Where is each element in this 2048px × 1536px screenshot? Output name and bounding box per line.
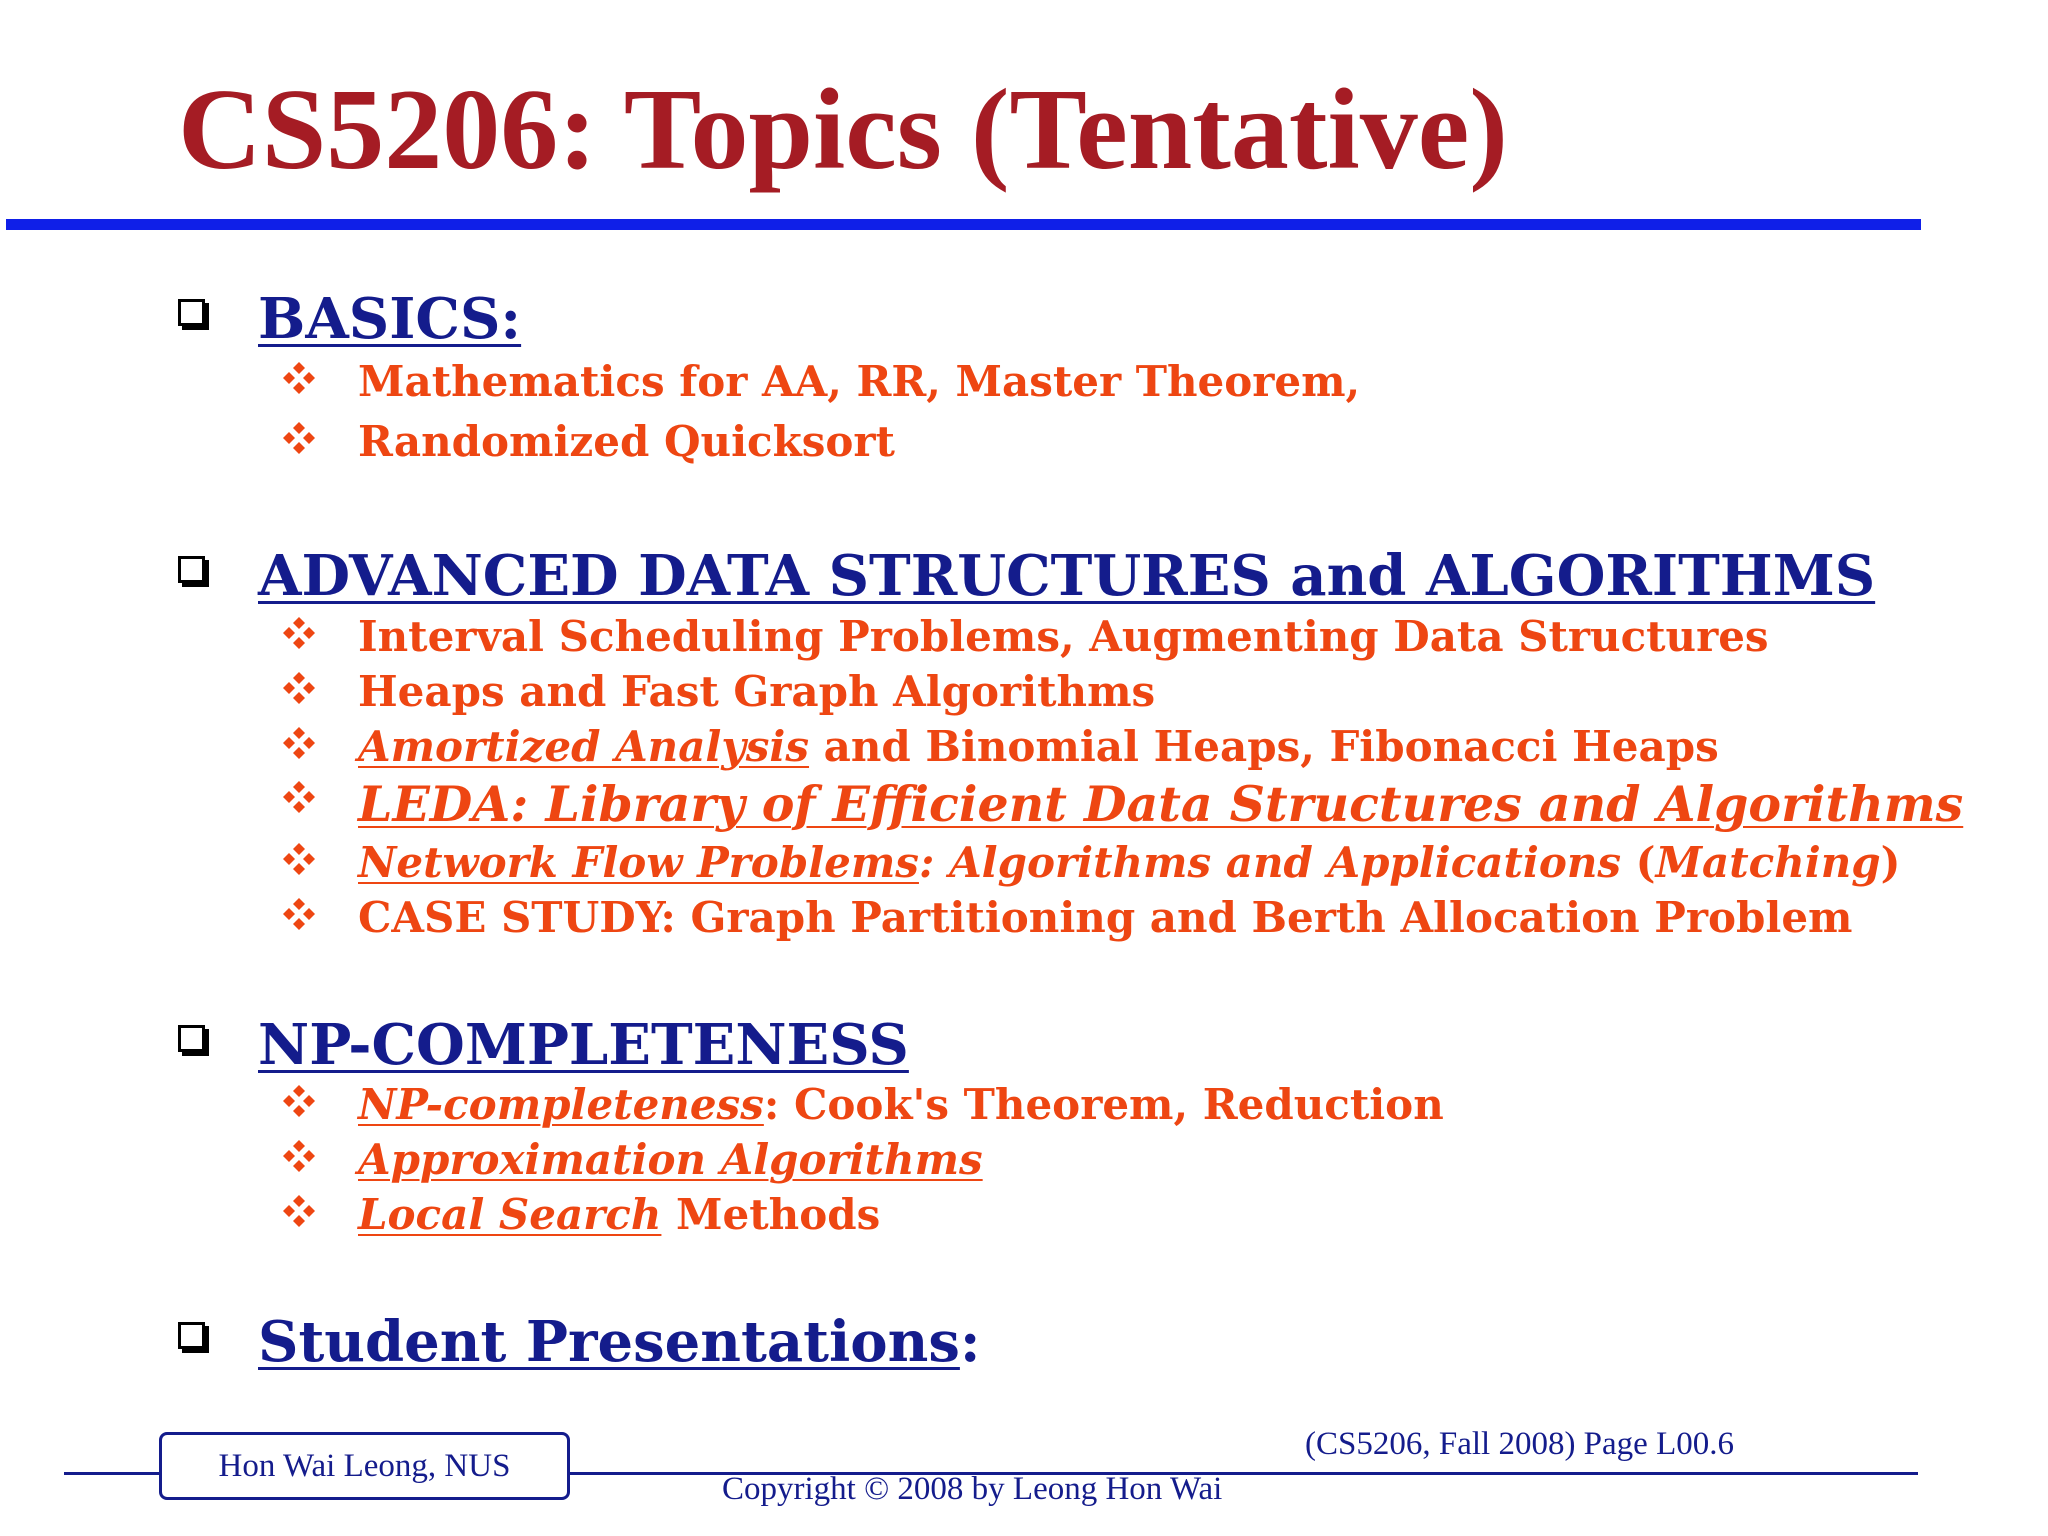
section-np-completeness (178, 1012, 909, 1078)
leda-link[interactable]: LEDA: Library of Efficient Data Structures and Algorithms (358, 775, 1964, 833)
list-item-open-paren: ( (1621, 838, 1656, 887)
footer-rule-left (64, 1472, 161, 1475)
four-diamond-icon (282, 616, 316, 650)
four-diamond-icon (282, 421, 316, 455)
student-presentations-link[interactable]: Student Presentations (258, 1309, 960, 1375)
list-item-text: Interval Scheduling Problems, Augmenting Data Structures (358, 612, 1769, 661)
checkbox-square-icon (178, 299, 205, 326)
network-flow-link[interactable]: Network Flow Problems (358, 838, 919, 887)
four-diamond-icon (282, 726, 316, 760)
list-item-colon: : (918, 838, 935, 887)
checkbox-square-icon (178, 1322, 205, 1349)
list-item-text (358, 722, 1719, 772)
list-item-close-paren: ) (1880, 838, 1901, 887)
checkbox-square-icon (178, 556, 205, 583)
footer-copyright: Copyright © 2008 by Leong Hon Wai (722, 1471, 1223, 1507)
list-item-rest: Algorithms and Applications (934, 838, 1622, 887)
local-search-link[interactable]: Local Search (358, 1190, 662, 1239)
section-heading[interactable]: NP-COMPLETENESS (258, 1012, 909, 1078)
approximation-algorithms-link[interactable]: Approximation Algorithms (358, 1135, 983, 1184)
list-item-rest: Methods (661, 1190, 881, 1239)
footer-author-box: Hon Wai Leong, NUS (159, 1432, 570, 1500)
list-item-text: Heaps and Fast Graph Algorithms (358, 667, 1156, 716)
list-item-inner: Matching (1655, 838, 1881, 887)
four-diamond-icon (282, 1194, 316, 1228)
four-diamond-icon (282, 1139, 316, 1173)
list-item-text: Mathematics for AA, RR, Master Theorem, (358, 357, 1361, 406)
four-diamond-icon (282, 780, 316, 814)
list-item-text: Randomized Quicksort (358, 417, 895, 466)
footer-course-page: (CS5206, Fall 2008) Page L00.6 (1305, 1426, 1734, 1462)
section-basics (178, 286, 522, 352)
title-underline-rule (6, 219, 1921, 230)
heading-suffix: : (959, 1309, 981, 1375)
list-item-text (358, 1135, 983, 1185)
checkbox-square-icon (178, 1025, 205, 1052)
slide-title: CS5206: Topics (Tentative) (178, 66, 1508, 194)
four-diamond-icon (282, 361, 316, 395)
amortized-analysis-link[interactable]: Amortized Analysis (358, 722, 810, 771)
list-item-text (358, 838, 1901, 888)
section-student-presentations (178, 1309, 981, 1375)
four-diamond-icon (282, 1084, 316, 1118)
four-diamond-icon (282, 842, 316, 876)
list-item-rest: : Cook's Theorem, Reduction (763, 1080, 1444, 1129)
list-item-text (358, 776, 1963, 832)
section-advanced-data-structures (178, 543, 1876, 609)
np-completeness-link[interactable]: NP-completeness (358, 1080, 764, 1129)
section-heading[interactable]: BASICS: (258, 286, 522, 352)
four-diamond-icon (282, 671, 316, 705)
list-item-text (358, 1190, 880, 1240)
section-heading[interactable]: ADVANCED DATA STRUCTURES and ALGORITHMS (258, 543, 1876, 609)
section-heading (258, 1310, 981, 1374)
list-item-text: CASE STUDY: Graph Partitioning and Berth Allocation Problem (358, 893, 1853, 942)
four-diamond-icon (282, 897, 316, 931)
list-item-rest: and Binomial Heaps, Fibonacci Heaps (809, 722, 1719, 771)
list-item-text (358, 1080, 1444, 1130)
